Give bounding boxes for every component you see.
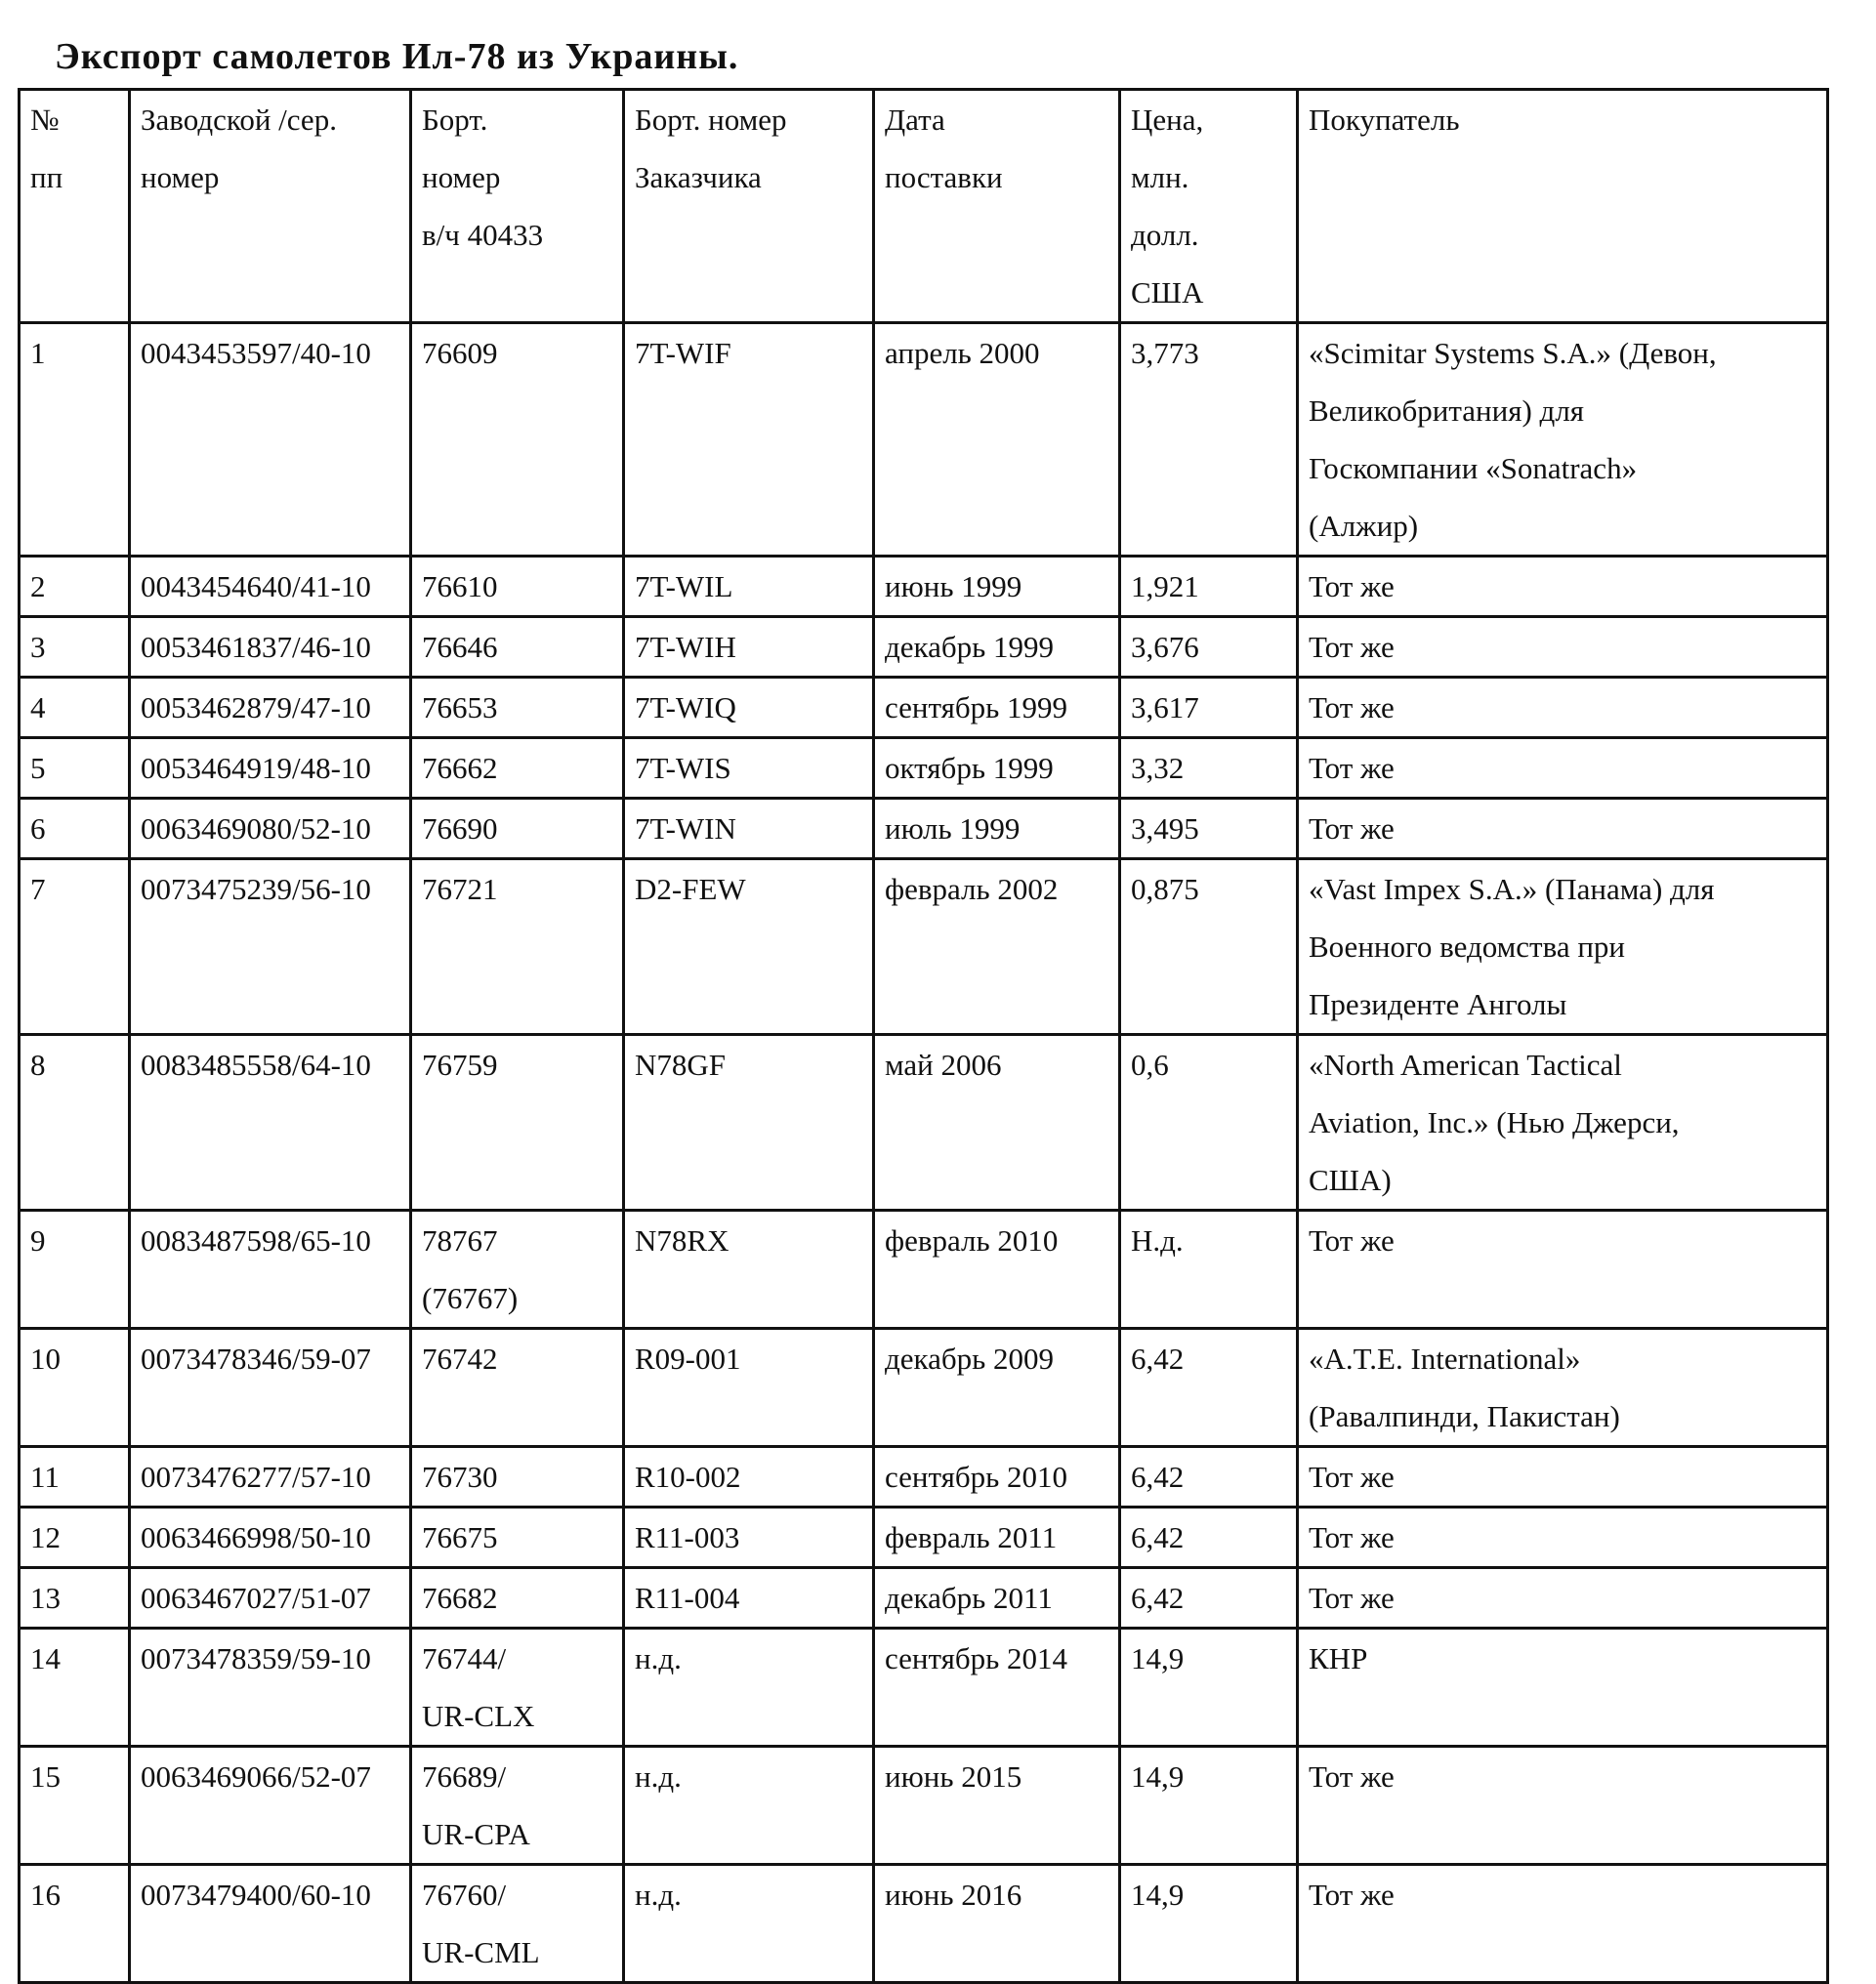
table-row (20, 1211, 1828, 1329)
cell-price: 3,773 (1120, 323, 1298, 557)
table-row (20, 557, 1828, 617)
cell-board-number: 76730 (411, 1447, 624, 1508)
export-table (18, 88, 1829, 1984)
cell-delivery-date: июль 1999 (874, 799, 1120, 859)
cell-price: 3,617 (1120, 678, 1298, 738)
cell-board-number: 76609 (411, 323, 624, 557)
cell-serial-number: 0073476277/57-10 (130, 1447, 411, 1508)
cell-delivery-date: февраль 2002 (874, 859, 1120, 1035)
table-row (20, 1747, 1828, 1865)
cell-buyer: Тот же (1298, 1865, 1828, 1983)
cell-delivery-date: февраль 2011 (874, 1508, 1120, 1568)
cell-number: 8 (20, 1035, 130, 1211)
cell-number: 13 (20, 1568, 130, 1629)
cell-customer-board-number: N78RX (624, 1211, 874, 1329)
cell-customer-board-number: н.д. (624, 1629, 874, 1747)
cell-buyer: Тот же (1298, 617, 1828, 678)
cell-board-number: 76662 (411, 738, 624, 799)
cell-number: 9 (20, 1211, 130, 1329)
cell-board-number: 76690 (411, 799, 624, 859)
cell-customer-board-number: R09-001 (624, 1329, 874, 1447)
cell-buyer: Тот же (1298, 1447, 1828, 1508)
table-row (20, 1508, 1828, 1568)
cell-number: 5 (20, 738, 130, 799)
cell-board-number: 76610 (411, 557, 624, 617)
table-header-row (20, 90, 1828, 323)
cell-delivery-date: декабрь 1999 (874, 617, 1120, 678)
header-price: Цена, млн. долл. США (1120, 90, 1298, 323)
header-board-number: Борт. номер в/ч 40433 (411, 90, 624, 323)
header-serial-number: Заводской /сер. номер (130, 90, 411, 323)
cell-buyer: «A.T.E. International» (Равалпинди, Пакистан) (1298, 1329, 1828, 1447)
cell-board-number: 76721 (411, 859, 624, 1035)
cell-customer-board-number: 7T-WIN (624, 799, 874, 859)
cell-board-number: 78767 (76767) (411, 1211, 624, 1329)
cell-price: 6,42 (1120, 1568, 1298, 1629)
cell-board-number: 76689/ UR-CPA (411, 1747, 624, 1865)
cell-customer-board-number: 7T-WIS (624, 738, 874, 799)
cell-price: 14,9 (1120, 1629, 1298, 1747)
table-row (20, 859, 1828, 1035)
document-title: Экспорт самолетов Ил-78 из Украины. (55, 36, 739, 77)
cell-number: 7 (20, 859, 130, 1035)
cell-delivery-date: июнь 2016 (874, 1865, 1120, 1983)
table-row (20, 1447, 1828, 1508)
cell-customer-board-number: 7T-WIQ (624, 678, 874, 738)
table-row (20, 1568, 1828, 1629)
cell-price: 14,9 (1120, 1865, 1298, 1983)
cell-customer-board-number: н.д. (624, 1747, 874, 1865)
cell-delivery-date: апрель 2000 (874, 323, 1120, 557)
header-customer-board-number: Борт. номер Заказчика (624, 90, 874, 323)
cell-price: 6,42 (1120, 1508, 1298, 1568)
cell-serial-number: 0063469066/52-07 (130, 1747, 411, 1865)
table-row (20, 738, 1828, 799)
cell-price: 1,921 (1120, 557, 1298, 617)
cell-board-number: 76646 (411, 617, 624, 678)
cell-delivery-date: февраль 2010 (874, 1211, 1120, 1329)
header-delivery-date: Дата поставки (874, 90, 1120, 323)
cell-delivery-date: сентябрь 2010 (874, 1447, 1120, 1508)
cell-number: 6 (20, 799, 130, 859)
cell-buyer: Тот же (1298, 799, 1828, 859)
cell-number: 12 (20, 1508, 130, 1568)
table-row (20, 1035, 1828, 1211)
cell-serial-number: 0063469080/52-10 (130, 799, 411, 859)
table-row (20, 323, 1828, 557)
cell-delivery-date: сентябрь 1999 (874, 678, 1120, 738)
cell-customer-board-number: R11-003 (624, 1508, 874, 1568)
cell-serial-number: 0073475239/56-10 (130, 859, 411, 1035)
cell-buyer: КНР (1298, 1629, 1828, 1747)
cell-customer-board-number: N78GF (624, 1035, 874, 1211)
cell-customer-board-number: 7T-WIF (624, 323, 874, 557)
cell-buyer: «Scimitar Systems S.A.» (Девон, Великобритания) для Госкомпании «Sonatrach» (Алжир) (1298, 323, 1828, 557)
cell-number: 3 (20, 617, 130, 678)
cell-serial-number: 0073479400/60-10 (130, 1865, 411, 1983)
cell-serial-number: 0083487598/65-10 (130, 1211, 411, 1329)
cell-customer-board-number: R11-004 (624, 1568, 874, 1629)
cell-number: 15 (20, 1747, 130, 1865)
cell-delivery-date: июнь 2015 (874, 1747, 1120, 1865)
cell-board-number: 76653 (411, 678, 624, 738)
cell-customer-board-number: R10-002 (624, 1447, 874, 1508)
cell-buyer: Тот же (1298, 1508, 1828, 1568)
cell-number: 1 (20, 323, 130, 557)
cell-delivery-date: июнь 1999 (874, 557, 1120, 617)
cell-number: 16 (20, 1865, 130, 1983)
table-row (20, 678, 1828, 738)
cell-price: 6,42 (1120, 1447, 1298, 1508)
cell-buyer: Тот же (1298, 1211, 1828, 1329)
cell-price: 3,495 (1120, 799, 1298, 859)
cell-serial-number: 0063467027/51-07 (130, 1568, 411, 1629)
header-buyer: Покупатель (1298, 90, 1828, 323)
cell-serial-number: 0053461837/46-10 (130, 617, 411, 678)
cell-number: 11 (20, 1447, 130, 1508)
cell-board-number: 76675 (411, 1508, 624, 1568)
cell-number: 10 (20, 1329, 130, 1447)
table-row (20, 1329, 1828, 1447)
table-row (20, 799, 1828, 859)
cell-board-number: 76744/ UR-CLX (411, 1629, 624, 1747)
cell-customer-board-number: 7T-WIL (624, 557, 874, 617)
header-number: № пп (20, 90, 130, 323)
cell-customer-board-number: D2-FEW (624, 859, 874, 1035)
cell-buyer: «North American Tactical Aviation, Inc.» (Нью Джерси, США) (1298, 1035, 1828, 1211)
cell-board-number: 76682 (411, 1568, 624, 1629)
cell-number: 2 (20, 557, 130, 617)
cell-buyer: Тот же (1298, 1568, 1828, 1629)
cell-buyer: Тот же (1298, 678, 1828, 738)
cell-customer-board-number: н.д. (624, 1865, 874, 1983)
cell-serial-number: 0073478346/59-07 (130, 1329, 411, 1447)
cell-price: 14,9 (1120, 1747, 1298, 1865)
cell-serial-number: 0043454640/41-10 (130, 557, 411, 617)
cell-serial-number: 0073478359/59-10 (130, 1629, 411, 1747)
table-row (20, 1629, 1828, 1747)
cell-serial-number: 0083485558/64-10 (130, 1035, 411, 1211)
cell-delivery-date: октябрь 1999 (874, 738, 1120, 799)
cell-price: 6,42 (1120, 1329, 1298, 1447)
cell-delivery-date: сентябрь 2014 (874, 1629, 1120, 1747)
cell-price: Н.д. (1120, 1211, 1298, 1329)
cell-price: 3,32 (1120, 738, 1298, 799)
cell-serial-number: 0043453597/40-10 (130, 323, 411, 557)
cell-delivery-date: май 2006 (874, 1035, 1120, 1211)
cell-buyer: Тот же (1298, 1747, 1828, 1865)
cell-customer-board-number: 7T-WIH (624, 617, 874, 678)
cell-price: 3,676 (1120, 617, 1298, 678)
cell-serial-number: 0053462879/47-10 (130, 678, 411, 738)
table-row (20, 1865, 1828, 1983)
cell-number: 4 (20, 678, 130, 738)
cell-buyer: Тот же (1298, 738, 1828, 799)
cell-serial-number: 0053464919/48-10 (130, 738, 411, 799)
cell-buyer: Тот же (1298, 557, 1828, 617)
cell-buyer: «Vast Impex S.A.» (Панама) для Военного ведомства при Президенте Анголы (1298, 859, 1828, 1035)
cell-delivery-date: декабрь 2011 (874, 1568, 1120, 1629)
cell-board-number: 76742 (411, 1329, 624, 1447)
cell-number: 14 (20, 1629, 130, 1747)
cell-board-number: 76760/ UR-CML (411, 1865, 624, 1983)
cell-price: 0,875 (1120, 859, 1298, 1035)
cell-price: 0,6 (1120, 1035, 1298, 1211)
cell-serial-number: 0063466998/50-10 (130, 1508, 411, 1568)
cell-board-number: 76759 (411, 1035, 624, 1211)
cell-delivery-date: декабрь 2009 (874, 1329, 1120, 1447)
table-row (20, 617, 1828, 678)
